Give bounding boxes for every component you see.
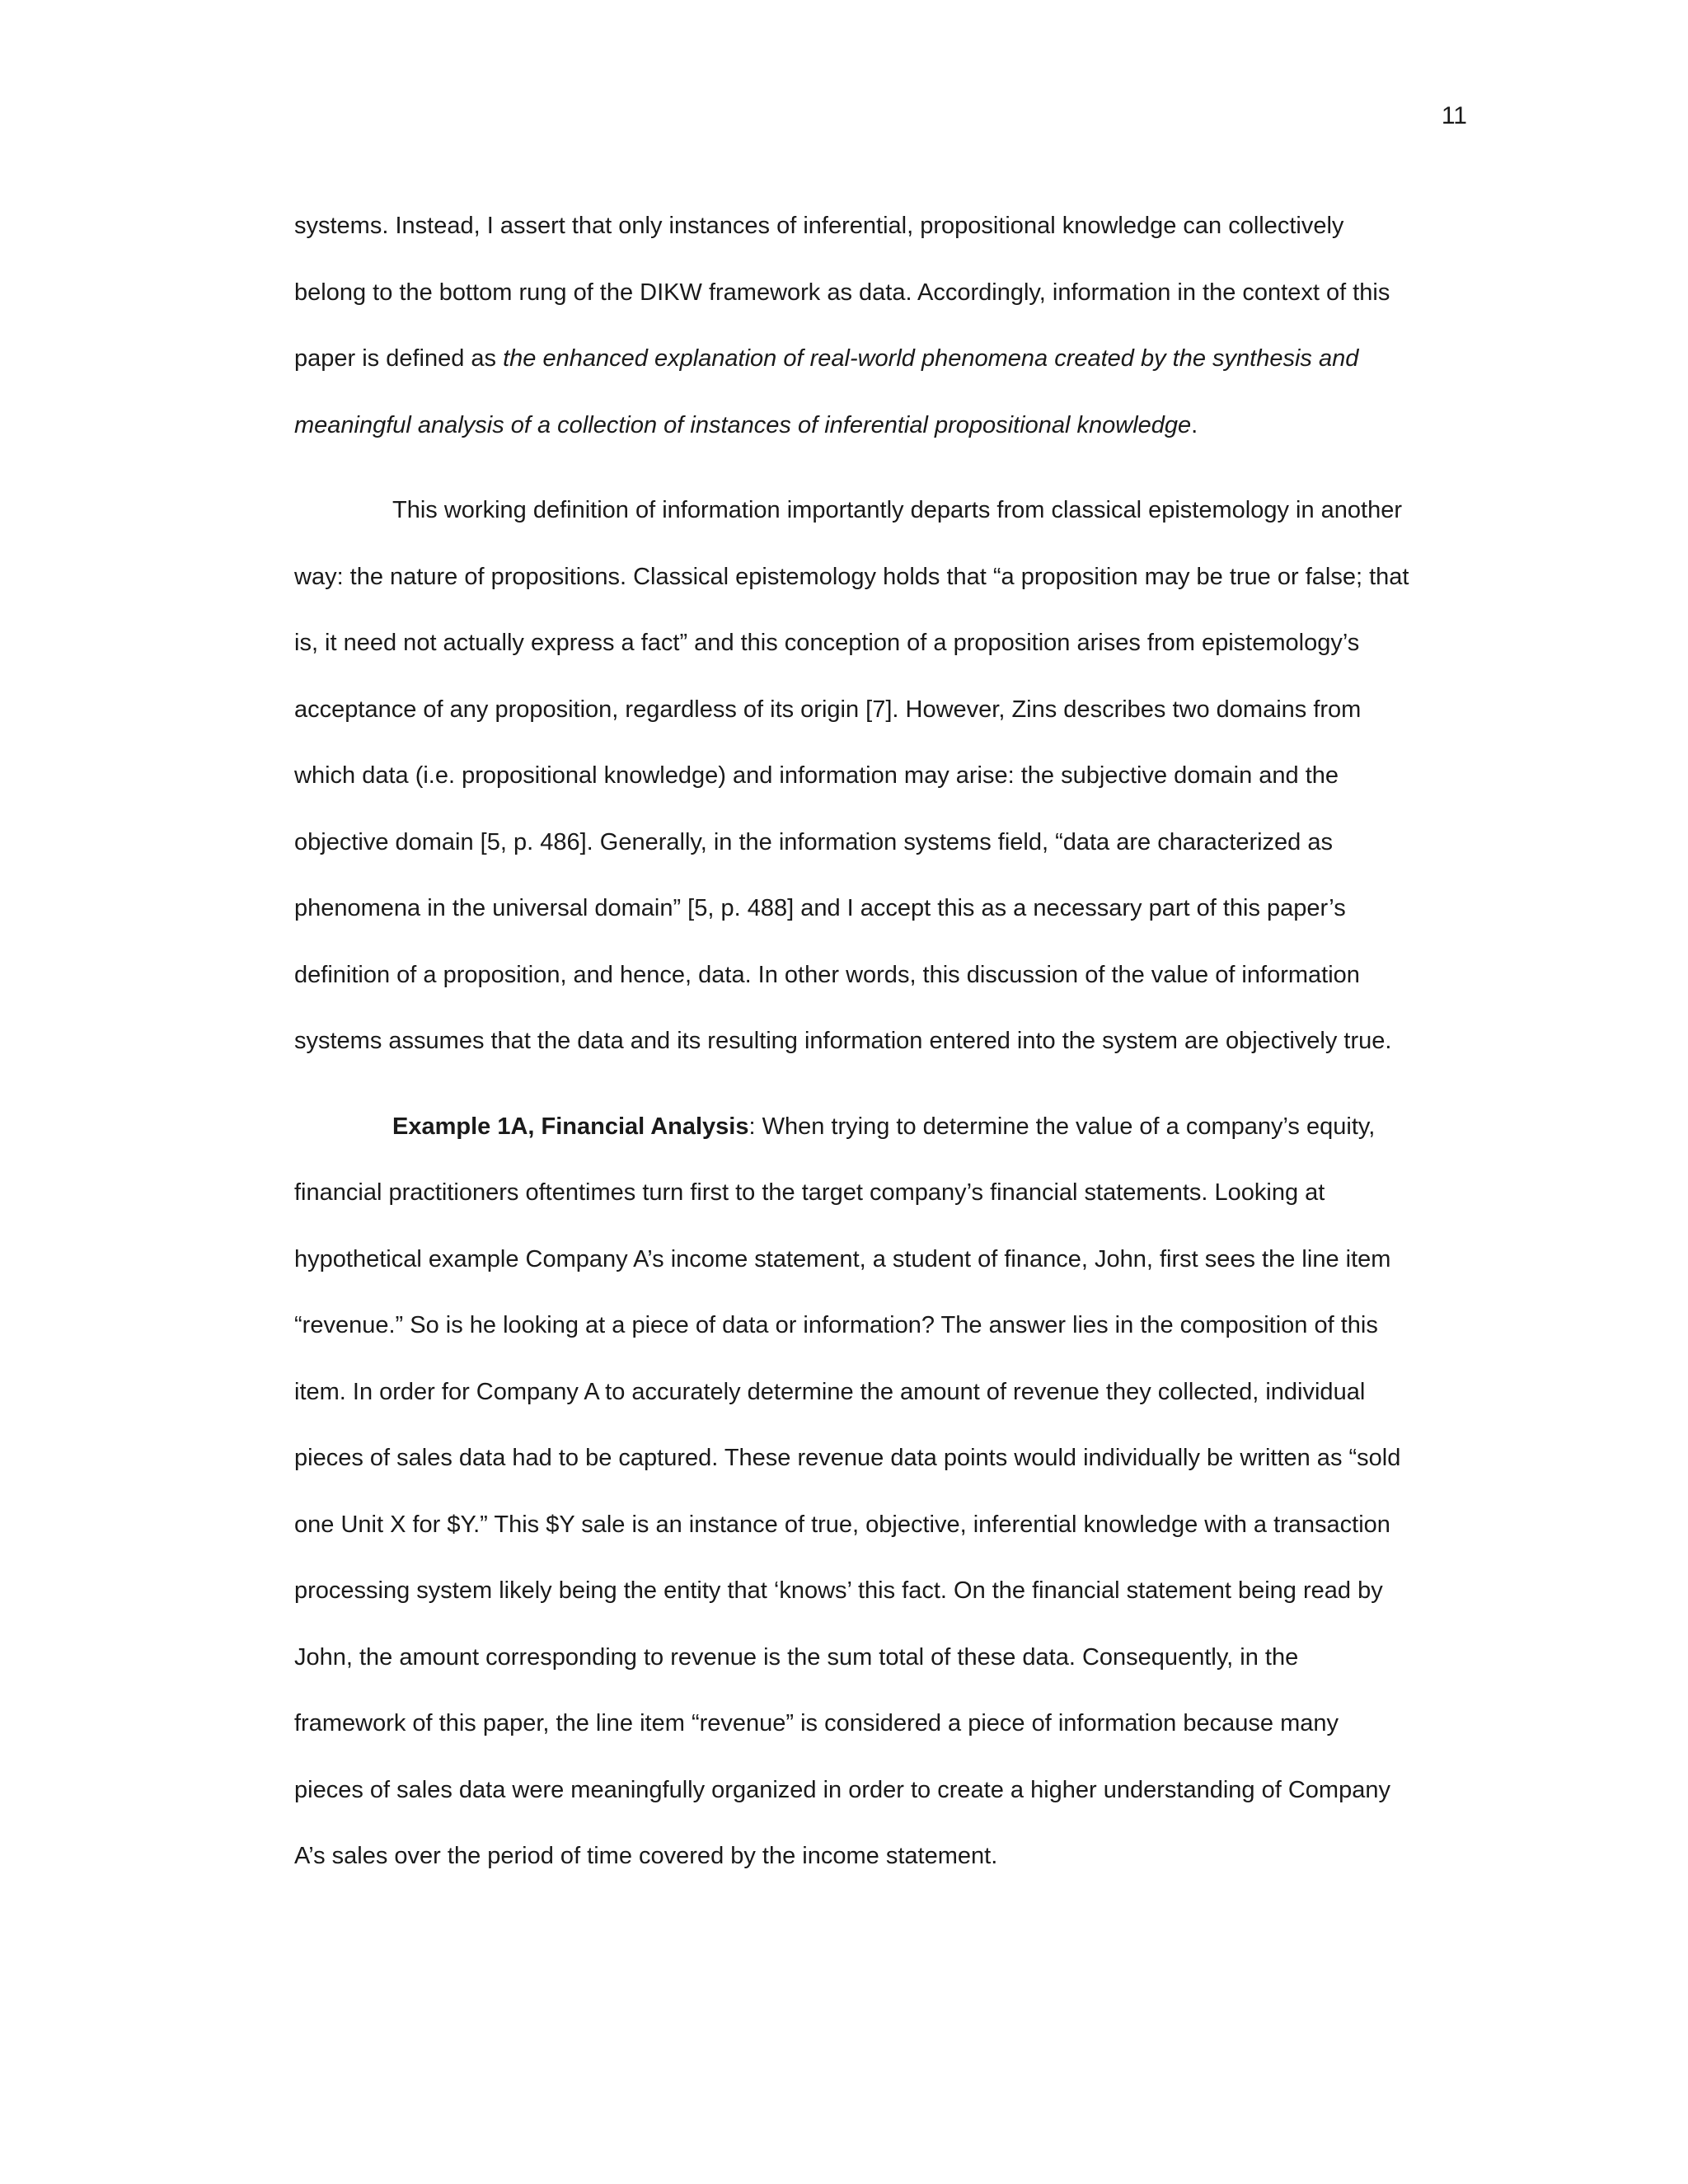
text-line: objective domain [5, p. 486]. Generally, in the information systems field, “data are characterized as bbox=[294, 828, 1333, 855]
text-line: hypothetical example Company A’s income statement, a student of finance, John, first sees the line item bbox=[294, 1245, 1391, 1272]
text-line: way: the nature of propositions. Classical epistemology holds that “a proposition may be true or false; that bbox=[294, 563, 1409, 590]
text-line: belong to the bottom rung of the DIKW framework as data. Accordingly, information in the context of this bbox=[294, 279, 1390, 306]
text-line: framework of this paper, the line item “revenue” is considered a piece of information because many bbox=[294, 1710, 1339, 1736]
text-run: . bbox=[1191, 411, 1198, 438]
italic-definition-text: meaningful analysis of a collection of instances of inferential propositional knowledge bbox=[294, 411, 1192, 438]
text-line: John, the amount corresponding to revenue is the sum total of these data. Consequently, in the bbox=[294, 1643, 1299, 1671]
paragraph-example-1a bbox=[294, 1094, 1473, 1890]
paragraph-propositions bbox=[294, 477, 1473, 1075]
text-line: “revenue.” So is he looking at a piece of data or information? The answer lies in the composition of this bbox=[294, 1312, 1378, 1338]
italic-definition-text: the enhanced explanation of real-world phenomena created by the synthesis and bbox=[503, 345, 1359, 372]
page-number: 11 bbox=[1441, 102, 1467, 129]
example-heading: Example 1A, Financial Analysis bbox=[392, 1113, 749, 1140]
text-line: This working definition of information importantly departs from classical epistemology in another bbox=[392, 497, 1403, 523]
text-line: financial practitioners oftentimes turn first to the target company’s financial statements. Looking at bbox=[294, 1179, 1325, 1206]
paragraph-definition bbox=[294, 193, 1473, 458]
text-line: systems. Instead, I assert that only instances of inferential, propositional knowledge can collectively bbox=[294, 213, 1344, 239]
text-line: one Unit X for $Y.” This $Y sale is an instance of true, objective, inferential knowledge with a transaction bbox=[294, 1511, 1390, 1538]
text-line bbox=[294, 1094, 1473, 1160]
text-run: paper is defined as bbox=[294, 345, 504, 372]
text-line: acceptance of any proposition, regardless of its origin [7]. However, Zins describes two domains from bbox=[294, 696, 1362, 723]
text-run: : When trying to determine the value of a company’s equity, bbox=[748, 1113, 1376, 1140]
text-line: pieces of sales data had to be captured. These revenue data points would individually be written as “sold bbox=[294, 1445, 1401, 1471]
text-line: phenomena in the universal domain” [5, p. 488] and I accept this as a necessary part of this paper’s bbox=[294, 895, 1346, 921]
text-line bbox=[294, 326, 1473, 392]
body-text bbox=[294, 193, 1473, 1909]
text-line: pieces of sales data were meaningfully organized in order to create a higher understanding of Company bbox=[294, 1776, 1390, 1803]
text-line: A’s sales over the period of time covered by the income statement. bbox=[294, 1843, 998, 1869]
text-line: is, it need not actually express a fact” and this conception of a proposition arises from epistemology’s bbox=[294, 630, 1360, 656]
text-line: systems assumes that the data and its resulting information entered into the system are objectively true. bbox=[294, 1028, 1392, 1054]
text-line: which data (i.e. propositional knowledge) and information may arise: the subjective domain and the bbox=[294, 762, 1339, 789]
text-line bbox=[294, 392, 1473, 459]
text-line: processing system likely being the entity that ‘knows’ this fact. On the financial statement being read by bbox=[294, 1577, 1383, 1604]
text-line: definition of a proposition, and hence, data. In other words, this discussion of the value of information bbox=[294, 961, 1360, 988]
text-line: item. In order for Company A to accurately determine the amount of revenue they collected, individual bbox=[294, 1378, 1366, 1405]
